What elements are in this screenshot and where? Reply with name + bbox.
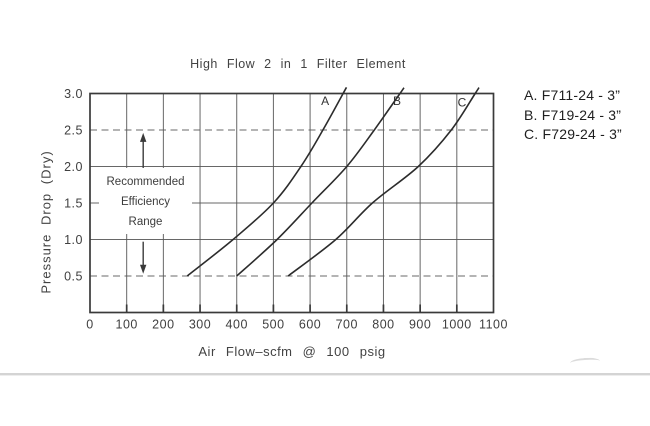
curve-label-A: A (321, 93, 330, 108)
annotation-line-2: Efficiency (120, 196, 170, 208)
x-tick-label-200: 200 (152, 317, 175, 332)
annotation-line-1: Recommended (106, 176, 185, 188)
legend-item-b: B. F719-24 - 3” (524, 106, 622, 123)
curve-B (237, 88, 404, 276)
x-tick-label-100: 100 (115, 317, 138, 332)
x-tick-label-500: 500 (262, 317, 285, 332)
x-tick-label-800: 800 (372, 317, 395, 332)
range-arrow-head-up (140, 133, 146, 142)
range-arrow-head-down (140, 265, 146, 274)
curve-A (187, 87, 346, 276)
recommended-range-annotation (99, 168, 192, 234)
y-tick-label-2.5: 2.5 (64, 123, 83, 138)
annotation-line-3: Range (128, 216, 163, 228)
curve-label-C: C (457, 95, 467, 110)
x-tick-label-1000: 1000 (441, 317, 472, 332)
curve-label-B: B (393, 93, 402, 108)
x-tick-label-900: 900 (408, 317, 432, 332)
x-tick-label-400: 400 (225, 317, 248, 332)
x-tick-label-300: 300 (188, 317, 212, 332)
y-tick-label-1.5: 1.5 (64, 196, 83, 211)
chart-title: High Flow 2 in 1 Filter Element (190, 57, 406, 71)
x-tick-label-600: 600 (298, 317, 322, 332)
y-tick-label-1.0: 1.0 (64, 233, 83, 247)
y-tick-label-0.5: 0.5 (64, 269, 83, 284)
y-axis-title: Pressure Drop (Dry) (38, 150, 54, 294)
legend-item-c: C. F729-24 - 3” (524, 126, 622, 142)
page-divider-line (0, 373, 650, 375)
x-tick-label-0: 0 (86, 317, 94, 332)
y-tick-label-2.0: 2.0 (64, 160, 83, 174)
legend-item-a: A. F711-24 - 3” (524, 87, 621, 103)
x-tick-label-700: 700 (335, 317, 358, 332)
x-axis-title: Air Flow–scfm @ 100 psig (198, 344, 386, 359)
x-tick-label-1100: 1100 (479, 317, 508, 332)
y-tick-label-3.0: 3.0 (64, 87, 83, 101)
